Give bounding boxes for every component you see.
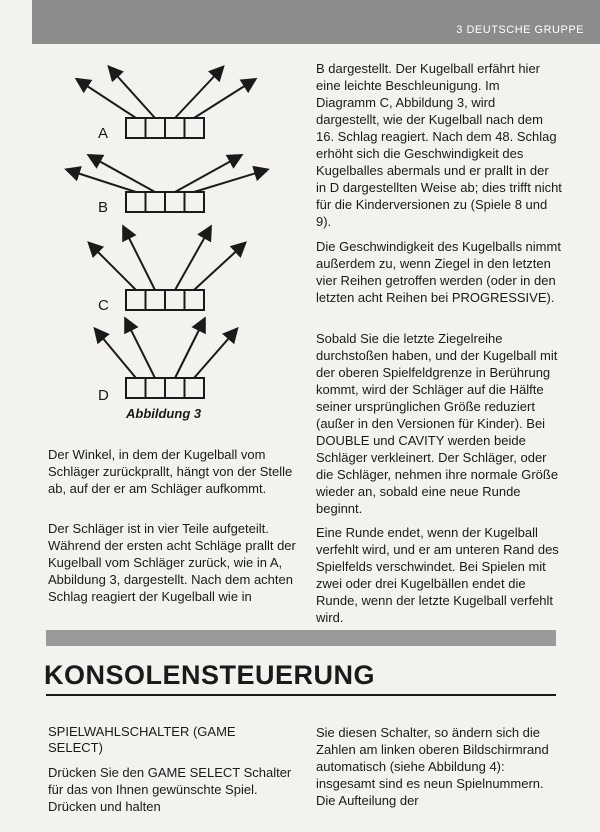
paragraph-acceleration: B dargestellt. Der Kugelball erfährt hier eine leichte Beschleunigung. Im Diagramm C, Abbildung 3, wird dargestellt, wie der Kugelball nach dem 16. Schlag reagiert. Nach dem 48. Schlag erhöht sich die Geschwindigkeit des Kugelballes abermals und er prallt in der in D dargestellten Weise ab; dies trifft nicht für die Kinderversionen zu (Spiele 8 und 9). <box>316 61 562 229</box>
paragraph-round-end: Eine Runde endet, wenn der Kugelball verfehlt wird, und er am unteren Rand des Spielfelds verschwindet. Bei Spielen mit zwei oder drei Kugelbällen endet die Runde, wenn der letzte Kugelball verfehlt wird. <box>316 525 559 625</box>
subsection-title: SPIELWAHLSCHALTER (GAME SELECT) <box>48 724 236 755</box>
diagram-c <box>90 228 244 314</box>
label-a: A <box>98 125 109 142</box>
label-d: D <box>98 387 109 404</box>
figure-caption: Abbildung 3 <box>126 406 202 421</box>
header-bar <box>32 0 600 44</box>
section-header: 3 DEUTSCHE GRUPPE <box>456 24 584 36</box>
diagram-b <box>68 156 266 216</box>
paragraph-game-select-right: Sie diesen Schalter, so ändern sich die Zahlen am linken oberen Bildschirmrand automatisch (siehe Abbildung 4): insgesamt sind es neun Spielnummern. Die Aufteilung der <box>316 725 549 808</box>
paragraph-game-select-left: Drücken Sie den GAME SELECT Schalter für das von Ihnen gewünschte Spiel. Drücken und halten <box>48 765 292 814</box>
diagram-a <box>78 68 254 142</box>
label-b: B <box>98 199 109 216</box>
paragraph-paddle-shrink: Sobald Sie die letzte Ziegelreihe durchstoßen haben, und der Kugelball mit der oberen Spielfeldgrenze in Berührung kommt, wird der Schläger auf die Hälfte seiner ursprünglichen Größe reduziert (außer in den Versionen für Kinder). Bei DOUBLE und CAVITY werden beide Schläger verkleinert. Der Schläger, oder die Schläger, nehmen ihre normale Größe wieder an, sobald eine neue Runde beginnt. <box>316 331 559 516</box>
label-c: C <box>98 297 109 314</box>
paragraph-paddle-parts: Der Schläger ist in vier Teile aufgeteilt. Während der ersten acht Schläge prallt der Kugelball vom Schläger zurück, wie in A, Abbildung 3, dargestellt. Nach dem achten Schlag reagiert der Kugelball wie in <box>48 521 296 604</box>
paragraph-angle: Der Winkel, in dem der Kugelball vom Schläger zurückprallt, hängt von der Stelle ab, auf der er am Schläger aufkommt. <box>48 447 293 496</box>
section-divider-bar <box>46 630 556 646</box>
paddle-diagram <box>60 60 300 430</box>
diagram-d <box>96 320 236 404</box>
paragraph-speed: Die Geschwindigkeit des Kugelballs nimmt außerdem zu, wenn Ziegel in den letzten vier Reihen getroffen werden (oder in den letzten acht Reihen bei PROGRESSIVE). <box>316 239 561 305</box>
title-underline <box>46 694 556 696</box>
section-title: KONSOLENSTEUERUNG <box>44 660 376 690</box>
paddle-angle-figure <box>60 60 300 430</box>
